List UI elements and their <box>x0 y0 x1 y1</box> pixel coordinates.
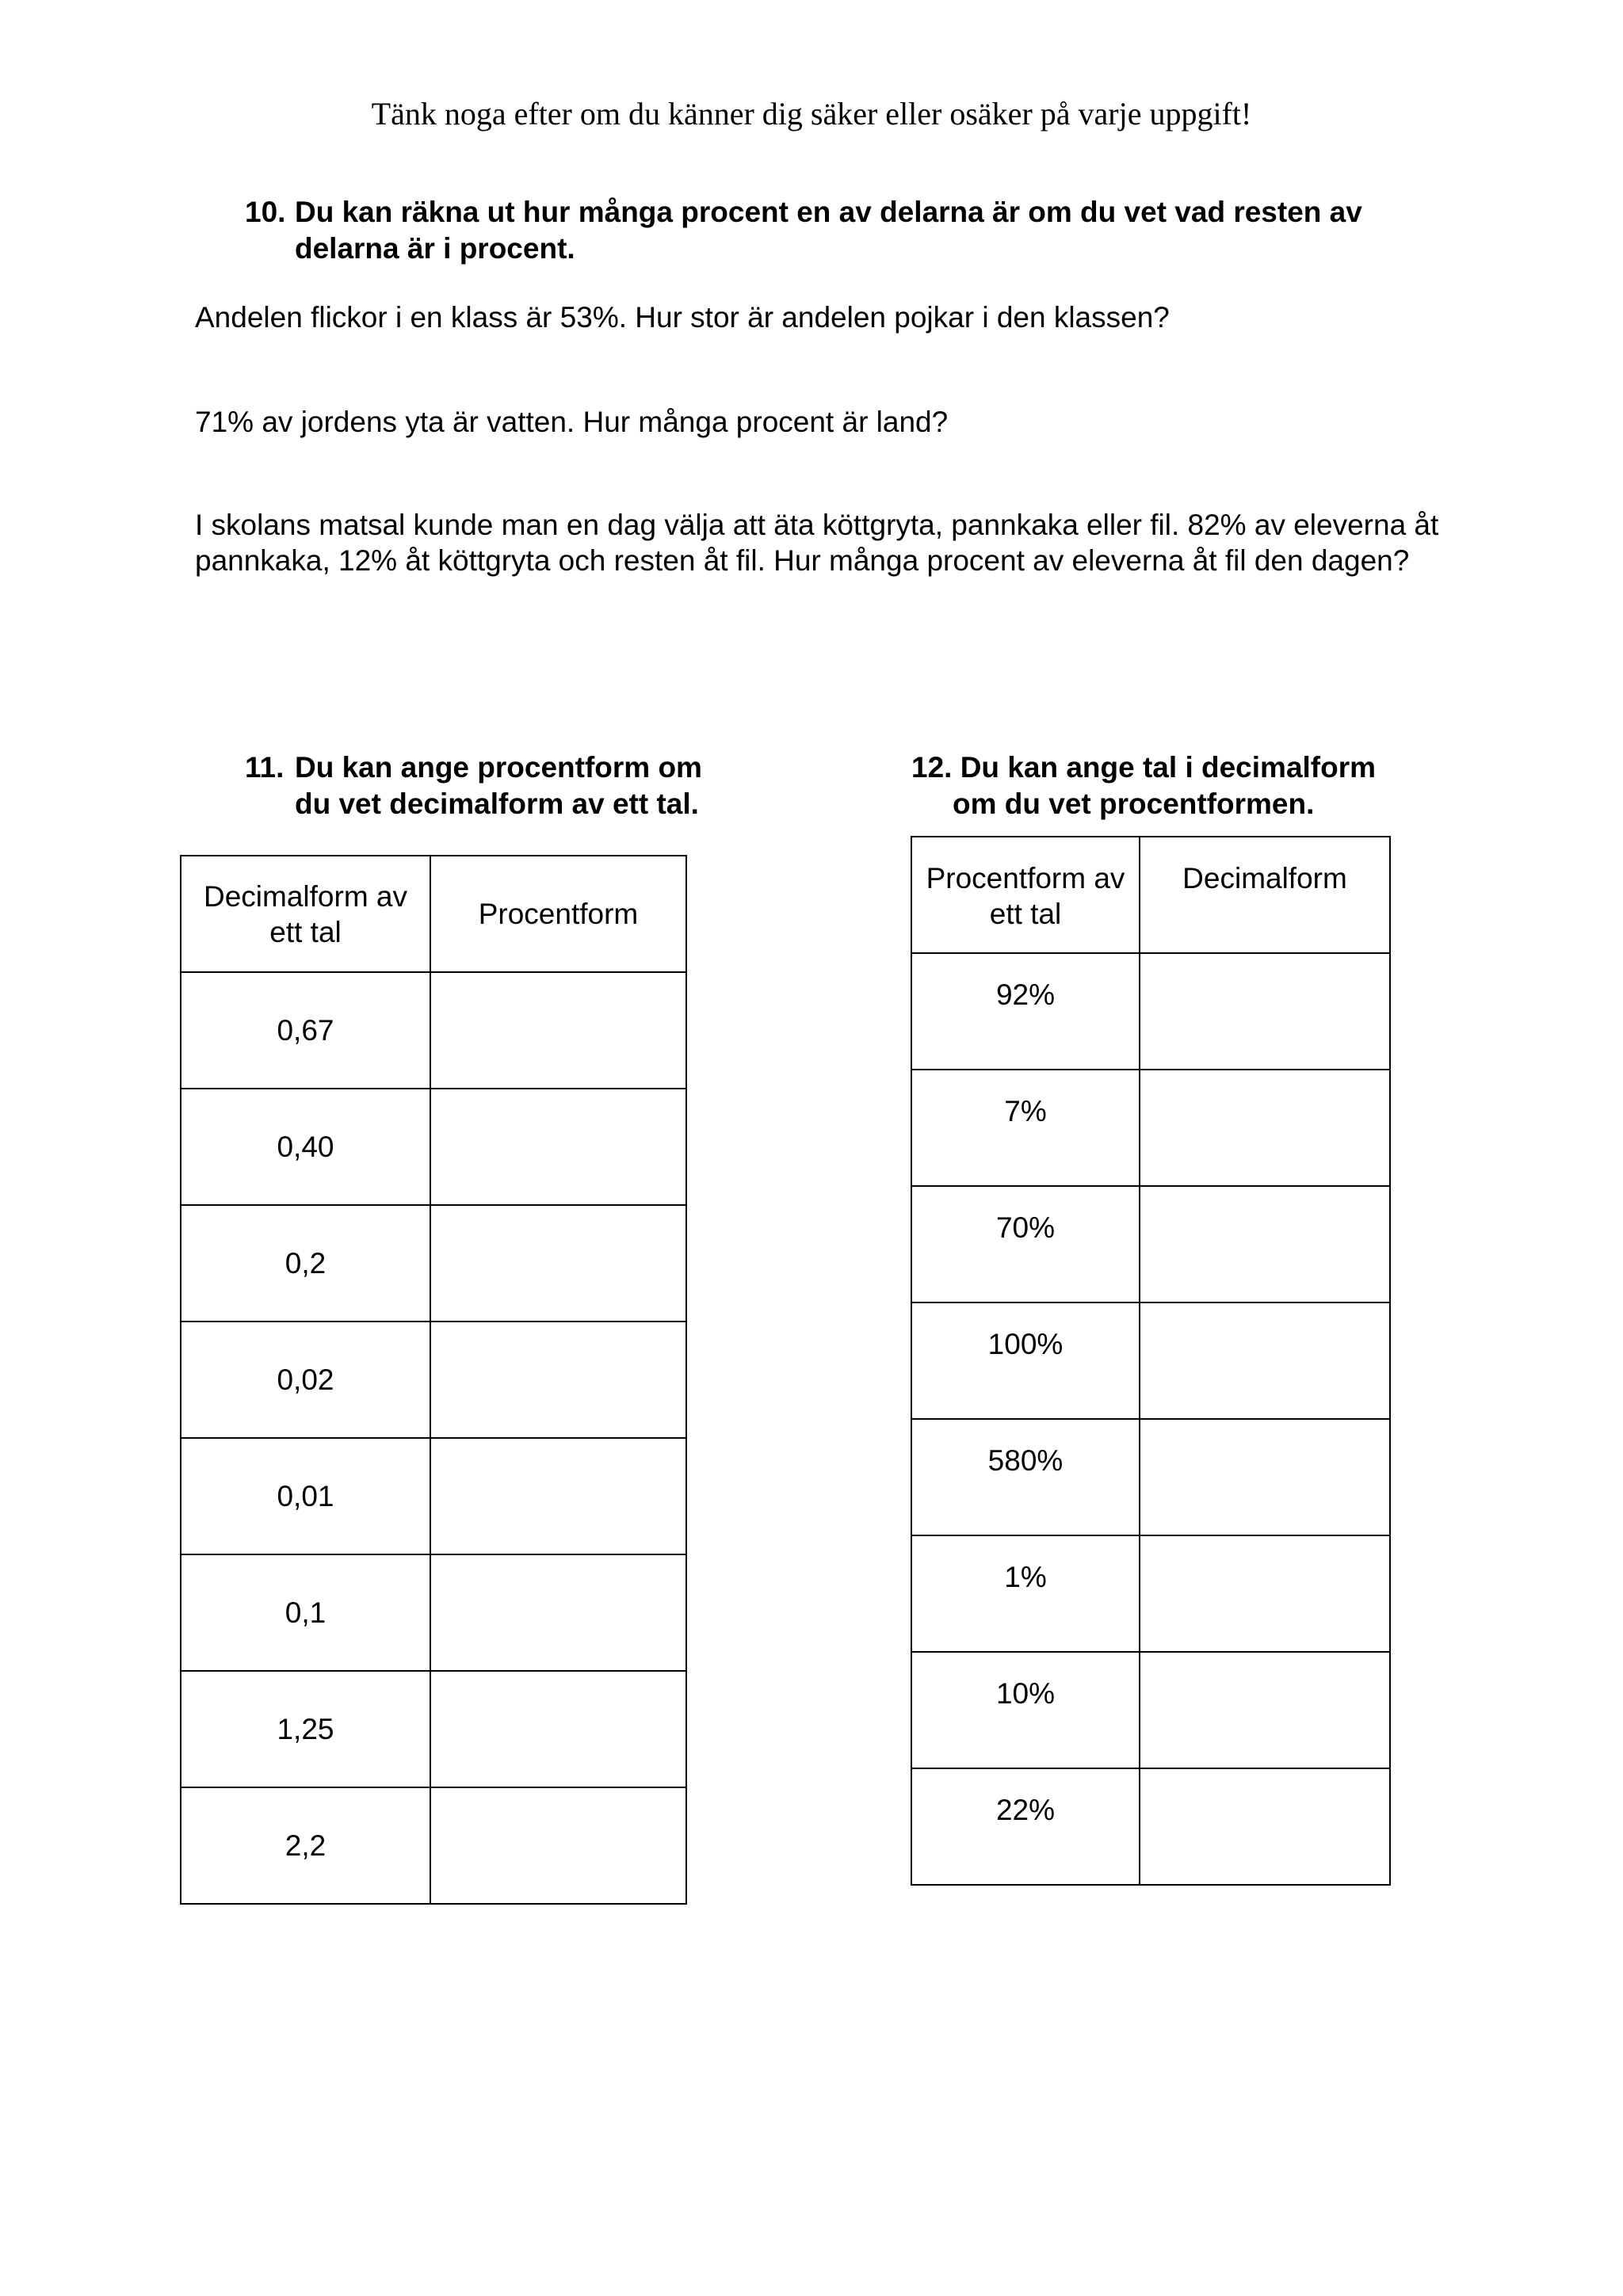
decimal-value: 0,67 <box>181 972 430 1089</box>
table-row <box>181 1438 686 1554</box>
question-heading-line: Du kan ange procentform om <box>295 751 702 784</box>
answer-cell[interactable] <box>430 972 686 1089</box>
table-row <box>181 1671 686 1787</box>
question-number: 10. <box>245 196 286 228</box>
table-row <box>181 1787 686 1904</box>
question-heading-line: om du vet procentformen. <box>953 788 1315 820</box>
column-header: Decimalform av ett tal <box>181 856 430 972</box>
table-row <box>181 1322 686 1438</box>
decimal-value: 0,40 <box>181 1089 430 1205</box>
table-row <box>911 1652 1390 1768</box>
answer-cell[interactable] <box>1140 1302 1390 1419</box>
table-row <box>911 1419 1390 1535</box>
percent-value: 22% <box>911 1768 1140 1885</box>
table-row <box>911 1535 1390 1652</box>
answer-cell[interactable] <box>1140 1652 1390 1768</box>
table-row <box>911 953 1390 1070</box>
table-row <box>911 1302 1390 1419</box>
table-row <box>911 1768 1390 1885</box>
decimal-to-percent-table <box>180 855 687 1905</box>
percent-to-decimal-table <box>911 836 1391 1886</box>
percent-value: 7% <box>911 1070 1140 1186</box>
answer-cell[interactable] <box>430 1554 686 1671</box>
question-heading-line: 12. Du kan ange tal i decimalform <box>911 751 1377 784</box>
answer-cell[interactable] <box>430 1089 686 1205</box>
decimal-value: 2,2 <box>181 1787 430 1904</box>
percent-value: 92% <box>911 953 1140 1070</box>
percent-value: 1% <box>911 1535 1140 1652</box>
problem-text: Andelen flickor i en klass är 53%. Hur stor är andelen pojkar i den klassen? <box>195 301 1170 334</box>
question-10-heading <box>245 194 1481 267</box>
table-header-row <box>181 856 686 972</box>
answer-cell[interactable] <box>430 1671 686 1787</box>
table-row <box>911 1186 1390 1302</box>
answer-cell[interactable] <box>430 1438 686 1554</box>
answer-cell[interactable] <box>1140 953 1390 1070</box>
table-header-row <box>911 837 1390 953</box>
answer-cell[interactable] <box>1140 1186 1390 1302</box>
column-header: Procentform <box>430 856 686 972</box>
percent-value: 70% <box>911 1186 1140 1302</box>
question-heading-line: delarna är i procent. <box>295 232 575 265</box>
question-heading-line: du vet decimalform av ett tal. <box>295 788 699 820</box>
percent-value: 10% <box>911 1652 1140 1768</box>
question-11-heading <box>245 749 784 822</box>
answer-cell[interactable] <box>430 1322 686 1438</box>
decimal-value: 0,2 <box>181 1205 430 1322</box>
percent-value: 100% <box>911 1302 1140 1419</box>
table-row <box>181 972 686 1089</box>
problem-text: 71% av jordens yta är vatten. Hur många procent är land? <box>195 406 949 438</box>
problem-text: I skolans matsal kunde man en dag välja att äta köttgryta, pannkaka eller fil. 82% av eleverna åt pannkaka, 12% åt köttgryta och resten åt fil. Hur många procent av eleverna åt fil den dagen? <box>195 509 1439 577</box>
decimal-value: 1,25 <box>181 1671 430 1787</box>
decimal-value: 0,1 <box>181 1554 430 1671</box>
percent-value: 580% <box>911 1419 1140 1535</box>
table-row <box>911 1070 1390 1186</box>
intro-instruction: Tänk noga efter om du känner dig säker eller osäker på varje uppgift! <box>371 96 1252 132</box>
answer-cell[interactable] <box>1140 1768 1390 1885</box>
column-header: Procentform av ett tal <box>911 837 1140 953</box>
question-number: 11. <box>245 751 285 784</box>
answer-cell[interactable] <box>1140 1070 1390 1186</box>
table-row <box>181 1554 686 1671</box>
answer-cell[interactable] <box>430 1205 686 1322</box>
answer-cell[interactable] <box>430 1787 686 1904</box>
question-heading-line: Du kan räkna ut hur många procent en av delarna är om du vet vad resten av <box>295 196 1362 228</box>
decimal-value: 0,02 <box>181 1322 430 1438</box>
column-header: Decimalform <box>1140 837 1390 953</box>
table-row <box>181 1205 686 1322</box>
answer-cell[interactable] <box>1140 1535 1390 1652</box>
decimal-value: 0,01 <box>181 1438 430 1554</box>
question-12-heading <box>911 749 1450 822</box>
table-row <box>181 1089 686 1205</box>
answer-cell[interactable] <box>1140 1419 1390 1535</box>
